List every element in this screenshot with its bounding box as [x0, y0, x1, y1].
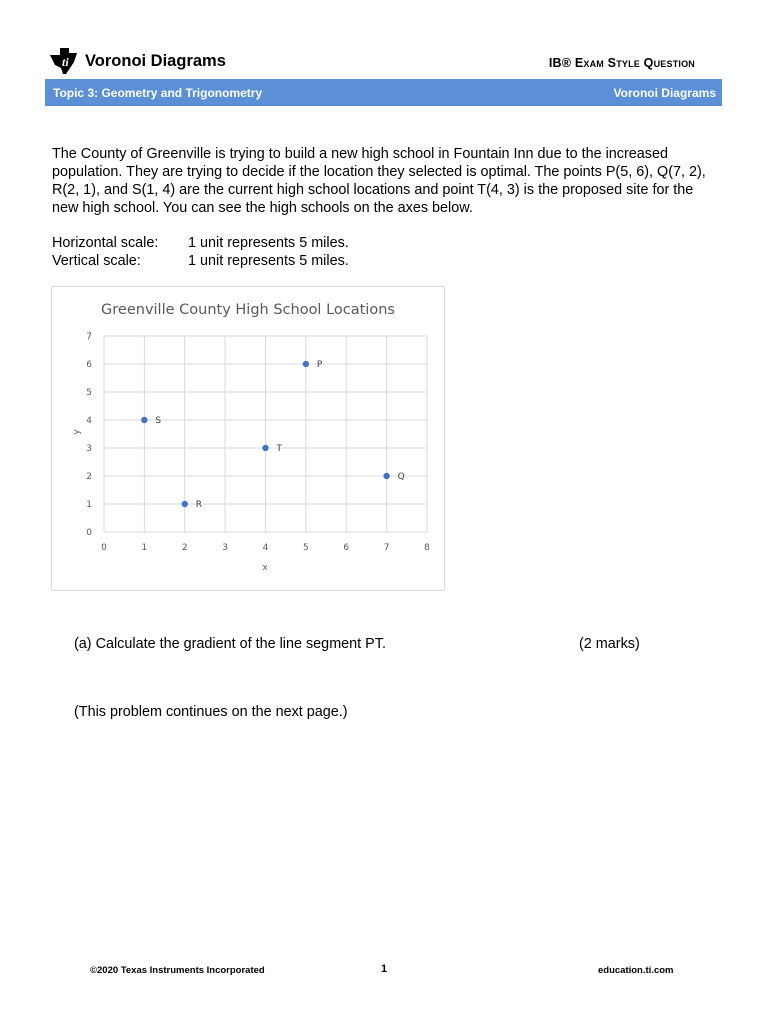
- footer-copyright: ©2020 Texas Instruments Incorporated: [90, 965, 265, 976]
- x-tick-label: 5: [303, 543, 309, 553]
- point-label-s: S: [155, 416, 162, 426]
- scale-row: [52, 234, 349, 252]
- footer-page-number: 1: [381, 963, 388, 975]
- x-tick-label: 4: [262, 543, 269, 553]
- scale-row: [52, 252, 349, 270]
- question-marks: (2 marks): [579, 636, 640, 652]
- chart-points: [141, 360, 405, 510]
- y-axis-label: y: [72, 429, 82, 435]
- section-label: Voronoi Diagrams: [613, 86, 716, 100]
- y-tick-label: 4: [86, 416, 92, 426]
- topic-label: Topic 3: Geometry and Trigonometry: [53, 86, 263, 100]
- chart-grid: [104, 336, 427, 532]
- x-tick-label: 1: [141, 543, 148, 553]
- scale-value: 1 unit represents 5 miles.: [188, 253, 349, 269]
- data-point-p: [303, 361, 309, 367]
- ib-exam-label: IB® Exam Style Question: [548, 56, 695, 70]
- y-tick-label: 1: [86, 500, 92, 510]
- x-tick-label: 6: [343, 543, 350, 553]
- topic-bar: [45, 79, 722, 106]
- x-tick-label: 2: [181, 543, 188, 553]
- y-tick-label: 3: [86, 444, 92, 454]
- data-point-r: [182, 501, 188, 507]
- scale-info: [52, 234, 349, 270]
- y-tick-label: 2: [86, 472, 92, 482]
- data-point-q: [383, 473, 389, 479]
- y-tick-label: 7: [86, 332, 92, 342]
- data-point-s: [141, 417, 147, 423]
- y-tick-label: 5: [86, 388, 92, 398]
- x-axis-label: x: [262, 563, 268, 573]
- ti-logo-icon: [47, 46, 81, 76]
- point-label-q: Q: [397, 472, 405, 482]
- chart-svg: [52, 287, 444, 590]
- scatter-chart: [51, 286, 445, 591]
- y-tick-label: 6: [86, 360, 92, 370]
- point-label-r: R: [195, 500, 203, 510]
- data-point-t: [262, 445, 268, 451]
- x-tick-label: 8: [424, 543, 430, 553]
- scale-label: Vertical scale:: [52, 253, 141, 269]
- scale-label: Horizontal scale:: [52, 235, 159, 251]
- question-a: (a) Calculate the gradient of the line segment PT.: [74, 636, 386, 652]
- continues-note: (This problem continues on the next page.): [74, 704, 348, 720]
- x-tick-label: 0: [101, 543, 107, 553]
- chart-title: Greenville County High School Locations: [101, 302, 395, 318]
- point-label-p: P: [316, 360, 323, 370]
- chart-ticks: [86, 332, 430, 553]
- svg-text:ti: ti: [62, 55, 69, 69]
- problem-intro: The County of Greenville is trying to build a new high school in Fountain Inn due to the increased population. They are trying to decide if the location they selected is optimal. The points P(5, 6), Q(7, 2), R(2, 1), and S(1, 4) are the current high school locations and point T(4, 3) is the proposed site for the new high school. You can see the high schools on the axes below.: [52, 146, 706, 216]
- point-label-t: T: [276, 444, 282, 454]
- document-title: Voronoi Diagrams: [85, 52, 226, 70]
- scale-value: 1 unit represents 5 miles.: [188, 235, 349, 251]
- x-tick-label: 7: [383, 543, 390, 553]
- x-tick-label: 3: [222, 543, 228, 553]
- page-header: [45, 46, 720, 74]
- footer-site: education.ti.com: [598, 965, 674, 976]
- y-tick-label: 0: [86, 528, 92, 538]
